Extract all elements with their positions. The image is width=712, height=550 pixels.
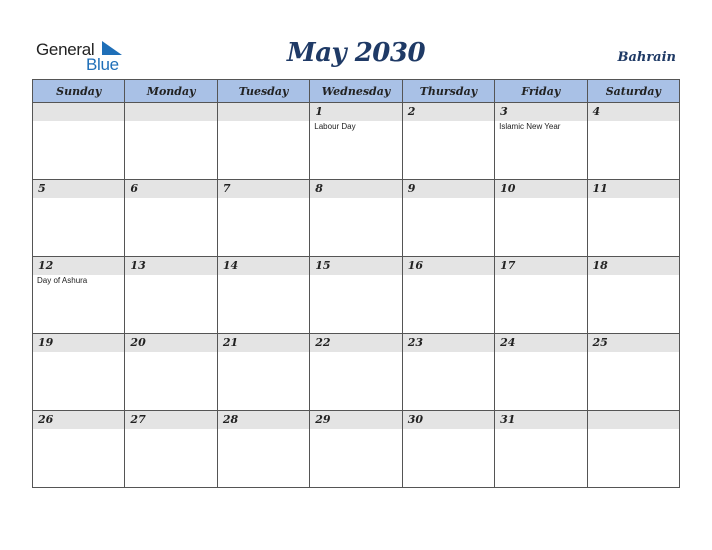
day-number: 22 bbox=[310, 334, 401, 352]
week-row bbox=[33, 411, 680, 488]
day-number: 11 bbox=[588, 180, 679, 198]
day-cell bbox=[217, 257, 309, 334]
day-number: 15 bbox=[310, 257, 401, 275]
day-cell bbox=[125, 411, 217, 488]
logo-text-blue: Blue bbox=[86, 55, 119, 74]
day-number: 10 bbox=[495, 180, 586, 198]
country-label: Bahrain bbox=[617, 50, 676, 65]
day-cell bbox=[310, 334, 402, 411]
weekday-monday: Monday bbox=[125, 80, 217, 103]
holiday-label: Islamic New Year bbox=[499, 122, 561, 131]
day-number: 30 bbox=[403, 411, 494, 429]
day-number: 23 bbox=[403, 334, 494, 352]
day-cell bbox=[125, 180, 217, 257]
weekday-header-row bbox=[33, 80, 680, 103]
day-number: 14 bbox=[218, 257, 309, 275]
day-cell bbox=[587, 257, 679, 334]
day-number: 27 bbox=[125, 411, 216, 429]
day-number: 13 bbox=[125, 257, 216, 275]
day-cell bbox=[125, 103, 217, 180]
day-cell bbox=[587, 411, 679, 488]
day-cell bbox=[495, 257, 587, 334]
weekday-wednesday: Wednesday bbox=[310, 80, 402, 103]
day-number: 6 bbox=[125, 180, 216, 198]
day-cell bbox=[125, 257, 217, 334]
day-number: 19 bbox=[33, 334, 124, 352]
day-number: 5 bbox=[33, 180, 124, 198]
week-row bbox=[33, 257, 680, 334]
weekday-thursday: Thursday bbox=[402, 80, 494, 103]
day-number: 28 bbox=[218, 411, 309, 429]
logo-text-general: General bbox=[36, 40, 95, 59]
calendar-body bbox=[33, 103, 680, 488]
day-cell bbox=[217, 180, 309, 257]
calendar-grid bbox=[32, 79, 680, 488]
day-number: 16 bbox=[403, 257, 494, 275]
day-number: 2 bbox=[403, 103, 494, 121]
day-number: 21 bbox=[218, 334, 309, 352]
day-number: 25 bbox=[588, 334, 679, 352]
day-number bbox=[218, 103, 309, 121]
day-cell bbox=[402, 180, 494, 257]
day-cell bbox=[33, 180, 125, 257]
day-number: 1 bbox=[310, 103, 401, 121]
day-cell bbox=[33, 334, 125, 411]
day-cell bbox=[402, 103, 494, 180]
holiday-label: Labour Day bbox=[314, 122, 356, 131]
week-row bbox=[33, 103, 680, 180]
day-number: 18 bbox=[588, 257, 679, 275]
day-number: 4 bbox=[588, 103, 679, 121]
day-number: 7 bbox=[218, 180, 309, 198]
day-cell bbox=[310, 257, 402, 334]
day-cell bbox=[310, 411, 402, 488]
week-row bbox=[33, 334, 680, 411]
day-number: 29 bbox=[310, 411, 401, 429]
day-number bbox=[125, 103, 216, 121]
day-cell bbox=[310, 180, 402, 257]
day-cell bbox=[495, 334, 587, 411]
day-cell bbox=[33, 257, 125, 334]
day-number: 26 bbox=[33, 411, 124, 429]
day-cell bbox=[402, 257, 494, 334]
weekday-saturday: Saturday bbox=[587, 80, 679, 103]
day-number: 9 bbox=[403, 180, 494, 198]
day-number: 31 bbox=[495, 411, 586, 429]
day-cell bbox=[402, 411, 494, 488]
day-cell bbox=[217, 411, 309, 488]
day-cell bbox=[33, 103, 125, 180]
day-number: 20 bbox=[125, 334, 216, 352]
day-number: 3 bbox=[495, 103, 586, 121]
week-row bbox=[33, 180, 680, 257]
day-number: 24 bbox=[495, 334, 586, 352]
day-cell bbox=[587, 180, 679, 257]
weekday-sunday: Sunday bbox=[33, 80, 125, 103]
day-number: 8 bbox=[310, 180, 401, 198]
day-cell bbox=[33, 411, 125, 488]
day-cell bbox=[217, 334, 309, 411]
day-cell bbox=[587, 334, 679, 411]
day-number: 17 bbox=[495, 257, 586, 275]
day-number: 12 bbox=[33, 257, 124, 275]
weekday-friday: Friday bbox=[495, 80, 587, 103]
holiday-label: Day of Ashura bbox=[37, 276, 88, 285]
day-number bbox=[33, 103, 124, 121]
day-cell bbox=[495, 103, 587, 180]
calendar-title: May 2030 bbox=[286, 38, 426, 68]
day-cell bbox=[310, 103, 402, 180]
day-cell bbox=[495, 411, 587, 488]
day-cell bbox=[125, 334, 217, 411]
weekday-tuesday: Tuesday bbox=[217, 80, 309, 103]
day-number bbox=[588, 411, 679, 429]
day-cell bbox=[495, 180, 587, 257]
day-cell bbox=[217, 103, 309, 180]
day-cell bbox=[402, 334, 494, 411]
day-cell bbox=[587, 103, 679, 180]
